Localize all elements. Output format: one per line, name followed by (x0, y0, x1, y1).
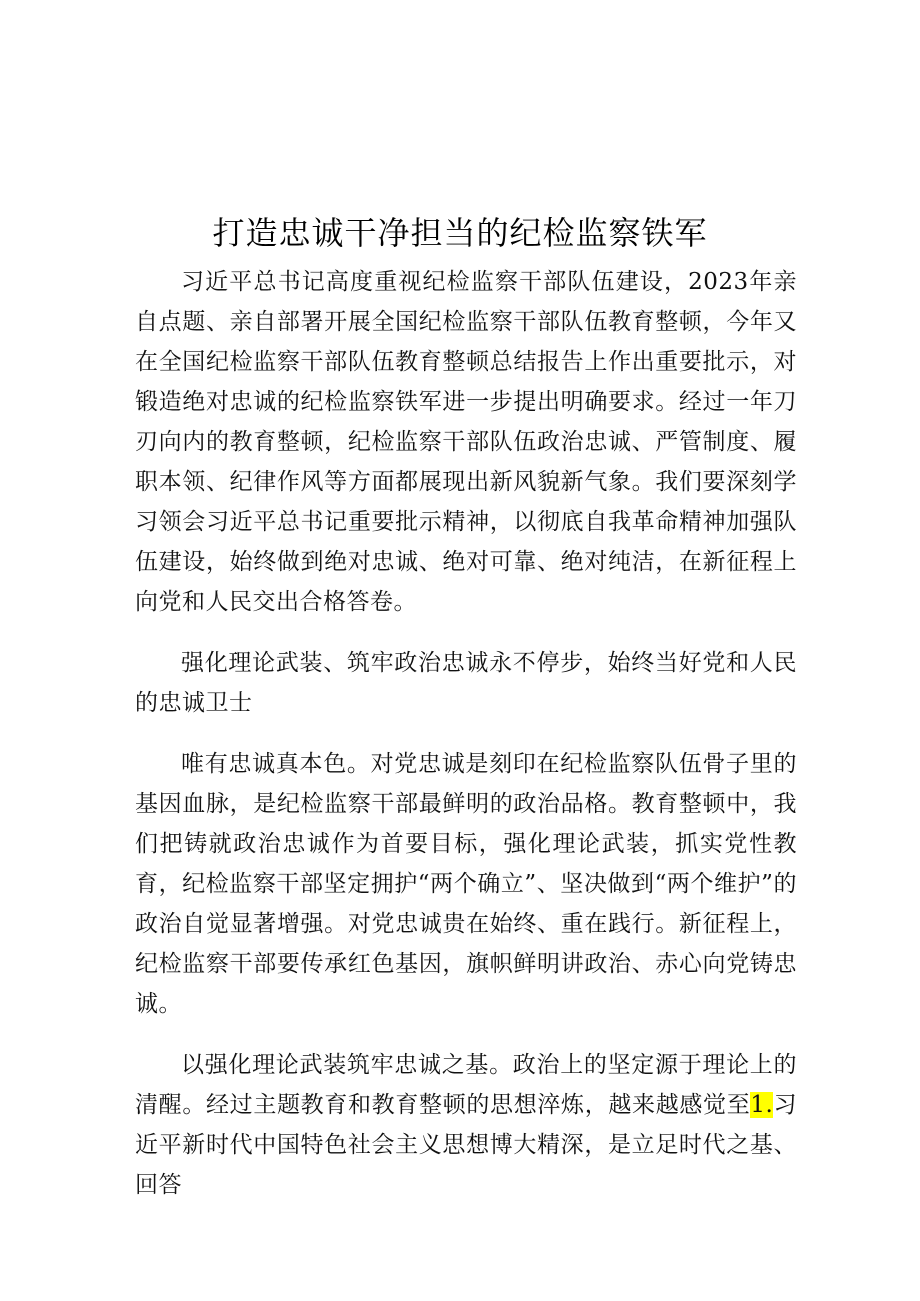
theory-text-before: 以强化理论武装筑牢忠诚之基。政治上的坚定源于理论上的清醒。经过主题教育和教育整顿的思想淬炼，越来越感觉至 (135, 1052, 797, 1118)
intro-paragraph: 习近平总书记高度重视纪检监察干部队伍建设，2023年亲自点题、亲自部署开展全国纪检监察干部队伍教育整顿，今年又在全国纪检监察干部队伍教育整顿总结报告上作出重要批示，对锻造绝对忠诚的纪检监察铁军进一步提出明确要求。经过一年刀刃向内的教育整顿，纪检监察干部队伍政治忠诚、严管制度、履职本领、纪律作风等方面都展现出新风貌新气象。我们要深刻学习领会习近平总书记重要批示精神，以彻底自我革命精神加强队伍建设，始终做到绝对忠诚、绝对可靠、绝对纯洁，在新征程上向党和人民交出合格答卷。 (135, 269, 797, 615)
highlighted-marker: 1. (750, 1092, 774, 1118)
document-title: 打造忠诚干净担当的纪检监察铁军 (212, 214, 708, 252)
loyalty-paragraph: 唯有忠诚真本色。对党忠诚是刻印在纪检监察队伍骨子里的基因血脉，是纪检监察干部最鲜明的政治品格。教育整顿中，我们把铸就政治忠诚作为首要目标，强化理论武装，抓实党性教育，纪检监察干部坚定拥护“两个确立”、坚决做到“两个维护”的政治自觉显著增强。对党忠诚贵在始终、重在践行。新征程上，纪检监察干部要传承红色基因，旗帜鲜明讲政治、赤心向党铸忠诚。 (135, 751, 797, 1017)
theory-text-after: 习近平新时代中国特色社会主义思想博大精深，是立足时代之基、回答 (135, 1092, 798, 1198)
document-body (135, 262, 797, 1226)
theory-paragraph (135, 1045, 797, 1205)
section-heading: 强化理论武装、筑牢政治忠诚永不停步，始终当好党和人民的忠诚卫士 (135, 650, 797, 716)
